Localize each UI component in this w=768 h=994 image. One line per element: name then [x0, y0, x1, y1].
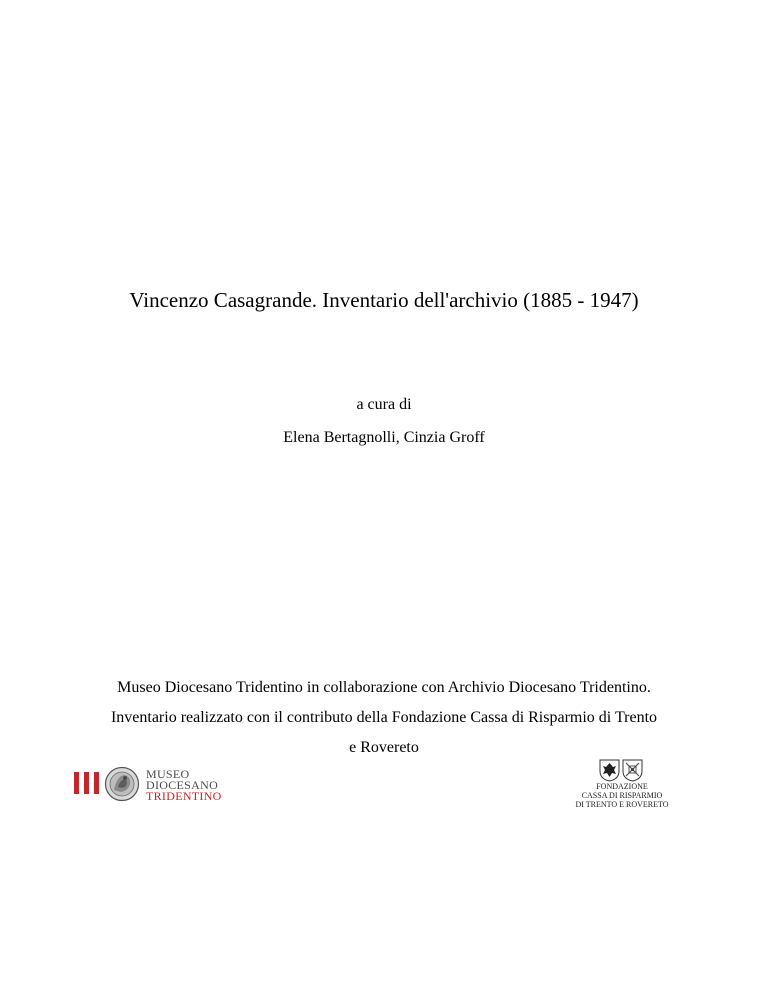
document-title: Vincenzo Casagrande. Inventario dell'archivio (1885 - 1947) [129, 288, 639, 312]
editors-names: Elena Bertagnolli, Cinzia Groff [283, 429, 485, 446]
credits-line: e Rovereto [349, 739, 419, 756]
museo-logo-line: MUSEO [146, 767, 190, 781]
museo-seal-icon [104, 766, 140, 802]
museo-diocesano-logo [73, 766, 243, 806]
fondazione-logo-text [570, 782, 674, 809]
fondazione-logo-line: CASSA DI RISPARMIO [581, 791, 663, 800]
fondazione-logo-line: FONDAZIONE [596, 782, 648, 791]
museo-bars-icon [73, 772, 101, 794]
credits-block [60, 673, 708, 763]
credits-line: Museo Diocesano Tridentino in collaborazione con Archivio Diocesano Tridentino. [117, 679, 651, 696]
fondazione-logo [570, 758, 674, 810]
museo-logo-line: DIOCESANO [146, 778, 219, 792]
fondazione-logo-line: DI TRENTO E ROVERETO [575, 800, 669, 809]
editors-label: a cura di [356, 396, 412, 413]
museo-logo-line: TRIDENTINO [146, 789, 222, 803]
museo-logo-text [146, 769, 222, 802]
fondazione-crest-icon [598, 758, 644, 782]
credits-line: Inventario realizzato con il contributo della Fondazione Cassa di Risparmio di Trento [110, 709, 658, 726]
